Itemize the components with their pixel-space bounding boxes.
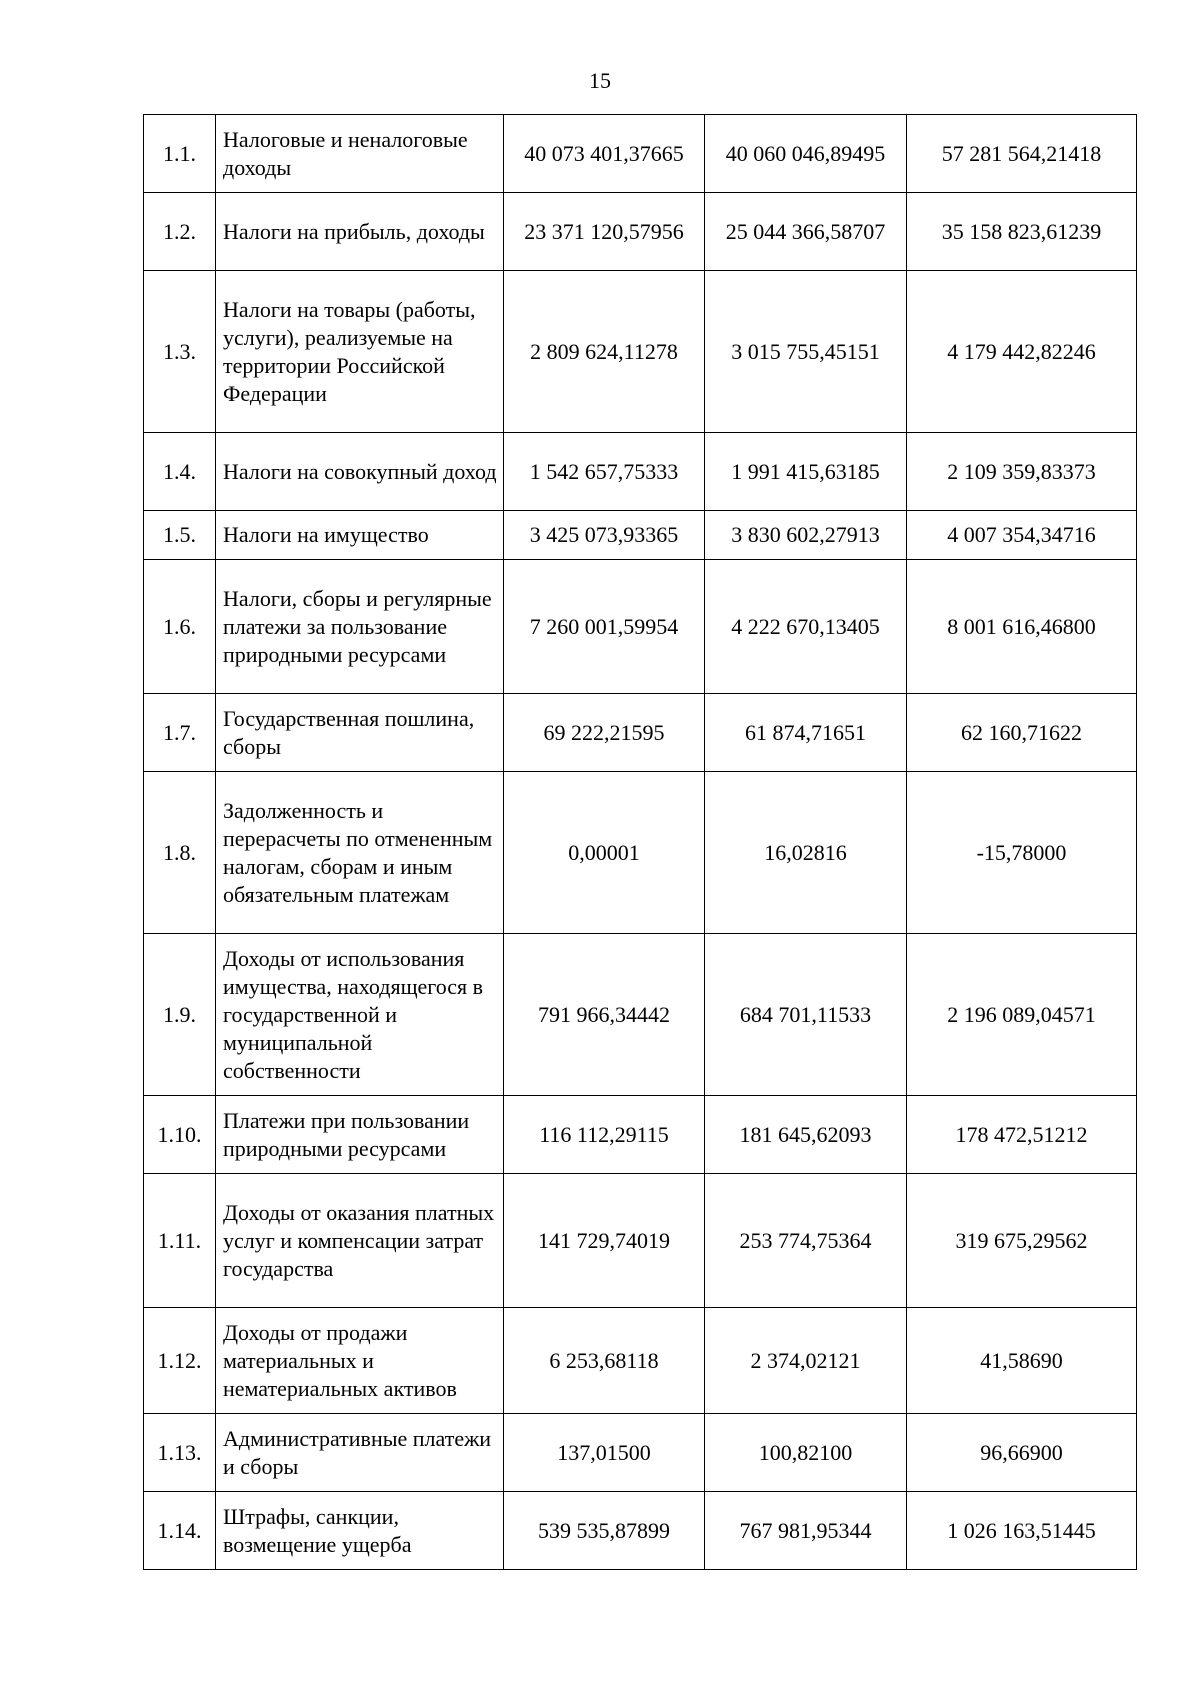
table-row (144, 511, 1137, 560)
value-cell: 61 874,71651 (705, 694, 907, 772)
value-cell: 684 701,11533 (705, 934, 907, 1096)
value-cell: 40 073 401,37665 (504, 115, 705, 193)
row-number: 1.13. (144, 1414, 216, 1492)
row-number: 1.7. (144, 694, 216, 772)
table-row (144, 772, 1137, 934)
table-row (144, 1492, 1137, 1570)
row-number: 1.3. (144, 271, 216, 433)
row-number: 1.11. (144, 1174, 216, 1308)
row-label: Административные платежи и сборы (216, 1414, 504, 1492)
row-number: 1.14. (144, 1492, 216, 1570)
table-row (144, 1308, 1137, 1414)
value-cell: 35 158 823,61239 (907, 193, 1137, 271)
value-cell: 40 060 046,89495 (705, 115, 907, 193)
row-label: Налоги на товары (работы, услуги), реализуемые на территории Российской Федерации (216, 271, 504, 433)
table-row (144, 271, 1137, 433)
row-label: Задолженность и перерасчеты по отмененным налогам, сборам и иным обязательным платежам (216, 772, 504, 934)
row-label: Налоги на совокупный доход (216, 433, 504, 511)
row-label: Доходы от оказания платных услуг и компенсации затрат государства (216, 1174, 504, 1308)
value-cell: 16,02816 (705, 772, 907, 934)
table-row (144, 1174, 1137, 1308)
value-cell: 137,01500 (504, 1414, 705, 1492)
row-label: Налоги на прибыль, доходы (216, 193, 504, 271)
row-number: 1.10. (144, 1096, 216, 1174)
row-number: 1.4. (144, 433, 216, 511)
value-cell: 1 026 163,51445 (907, 1492, 1137, 1570)
table-row (144, 1096, 1137, 1174)
value-cell: 767 981,95344 (705, 1492, 907, 1570)
row-label: Налоги, сборы и регулярные платежи за пользование природными ресурсами (216, 560, 504, 694)
value-cell: 791 966,34442 (504, 934, 705, 1096)
value-cell: 23 371 120,57956 (504, 193, 705, 271)
value-cell: 25 044 366,58707 (705, 193, 907, 271)
table-row (144, 433, 1137, 511)
value-cell: 319 675,29562 (907, 1174, 1137, 1308)
value-cell: 8 001 616,46800 (907, 560, 1137, 694)
value-cell: 0,00001 (504, 772, 705, 934)
row-number: 1.12. (144, 1308, 216, 1414)
value-cell: 7 260 001,59954 (504, 560, 705, 694)
table-row (144, 1414, 1137, 1492)
value-cell: 4 222 670,13405 (705, 560, 907, 694)
value-cell: 178 472,51212 (907, 1096, 1137, 1174)
revenue-table (143, 114, 1137, 1570)
value-cell: 1 542 657,75333 (504, 433, 705, 511)
value-cell: 141 729,74019 (504, 1174, 705, 1308)
value-cell: 2 109 359,83373 (907, 433, 1137, 511)
row-number: 1.1. (144, 115, 216, 193)
value-cell: 3 425 073,93365 (504, 511, 705, 560)
row-number: 1.8. (144, 772, 216, 934)
row-number: 1.9. (144, 934, 216, 1096)
row-label: Платежи при пользовании природными ресурсами (216, 1096, 504, 1174)
table-row (144, 115, 1137, 193)
value-cell: 3 830 602,27913 (705, 511, 907, 560)
value-cell: 62 160,71622 (907, 694, 1137, 772)
table-row (144, 694, 1137, 772)
value-cell: 57 281 564,21418 (907, 115, 1137, 193)
value-cell: 4 179 442,82246 (907, 271, 1137, 433)
value-cell: 69 222,21595 (504, 694, 705, 772)
value-cell: 41,58690 (907, 1308, 1137, 1414)
value-cell: 1 991 415,63185 (705, 433, 907, 511)
value-cell: 2 374,02121 (705, 1308, 907, 1414)
page-number: 15 (589, 68, 611, 93)
row-label: Налоги на имущество (216, 511, 504, 560)
value-cell: -15,78000 (907, 772, 1137, 934)
value-cell: 2 196 089,04571 (907, 934, 1137, 1096)
table-row (144, 193, 1137, 271)
row-label: Налоговые и неналоговые доходы (216, 115, 504, 193)
row-label: Штрафы, санкции, возмещение ущерба (216, 1492, 504, 1570)
row-number: 1.5. (144, 511, 216, 560)
row-label: Доходы от использования имущества, находящегося в государственной и муниципальной собственности (216, 934, 504, 1096)
table-row (144, 934, 1137, 1096)
row-label: Государственная пошлина, сборы (216, 694, 504, 772)
row-label: Доходы от продажи материальных и нематериальных активов (216, 1308, 504, 1414)
value-cell: 3 015 755,45151 (705, 271, 907, 433)
value-cell: 116 112,29115 (504, 1096, 705, 1174)
value-cell: 100,82100 (705, 1414, 907, 1492)
value-cell: 6 253,68118 (504, 1308, 705, 1414)
value-cell: 253 774,75364 (705, 1174, 907, 1308)
value-cell: 539 535,87899 (504, 1492, 705, 1570)
value-cell: 4 007 354,34716 (907, 511, 1137, 560)
value-cell: 96,66900 (907, 1414, 1137, 1492)
row-number: 1.6. (144, 560, 216, 694)
value-cell: 2 809 624,11278 (504, 271, 705, 433)
table-row (144, 560, 1137, 694)
row-number: 1.2. (144, 193, 216, 271)
value-cell: 181 645,62093 (705, 1096, 907, 1174)
